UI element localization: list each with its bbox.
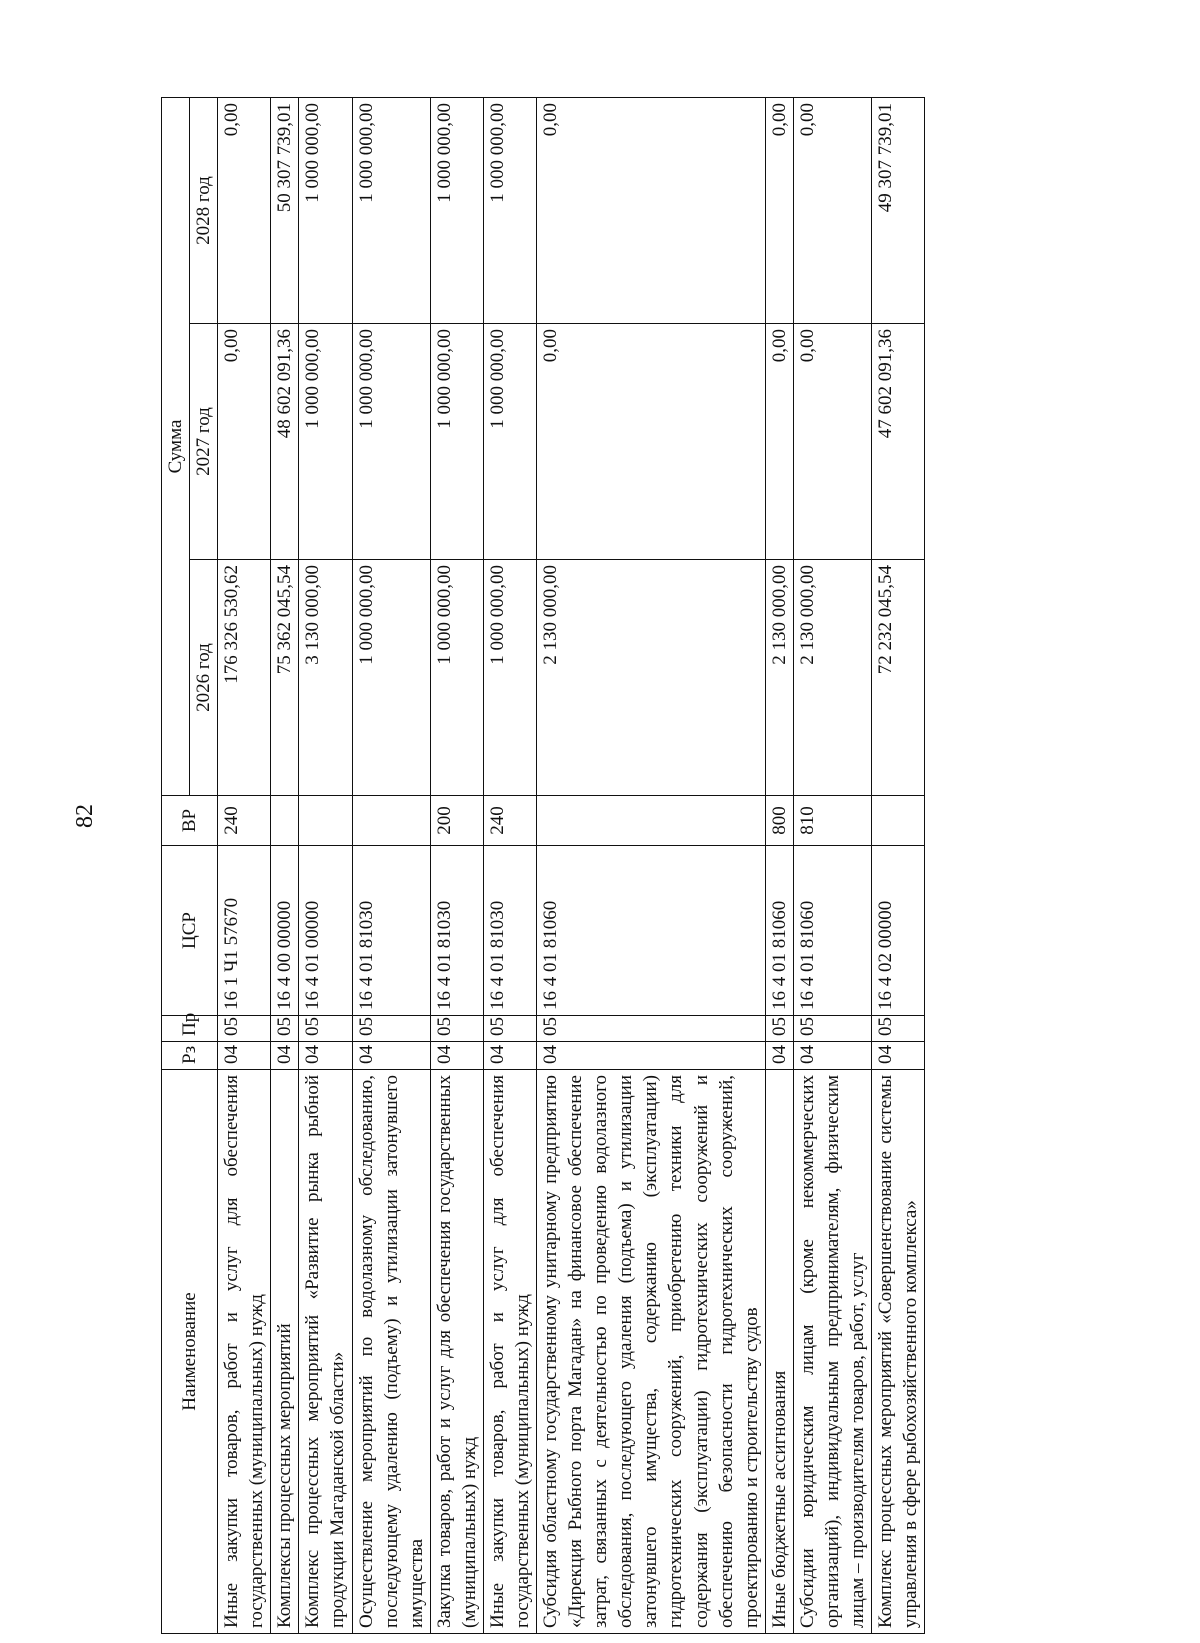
cell-vr: 200: [430, 796, 483, 846]
cell-2027: 1 000 000,00: [299, 324, 352, 560]
cell-2028: 49 307 739,01: [872, 97, 925, 323]
cell-pr: 05: [218, 1016, 271, 1042]
cell-vr: [271, 796, 299, 846]
cell-pr: 05: [430, 1016, 483, 1042]
cell-name: Субсидия областному государственному унитарному предприятию «Дирекция Рыбного порта Магадан» на финансовое обеспечение затрат, связанных с деятельностью по проведению водолазного обследования, последующего удаления (подъема) и утилизации затонувшего имущества, содержанию (эксплуатации) гидротехнических сооружений, приобретению техники для содержания (эксплуатации) гидротехнических сооружений и обеспечению безопасности гидротехнических сооружений, проектированию и строительству судов: [537, 1070, 766, 1634]
cell-rz: 04: [793, 1042, 871, 1070]
cell-vr: 800: [765, 796, 793, 846]
cell-2028: 1 000 000,00: [430, 97, 483, 323]
table-row: [352, 97, 430, 1633]
cell-name: Комплексы процессных мероприятий: [271, 1070, 299, 1634]
cell-2028: 1 000 000,00: [483, 97, 536, 323]
cell-2026: 176 326 530,62: [218, 560, 271, 796]
table-row: [271, 97, 299, 1633]
table-row: [218, 97, 271, 1633]
cell-csr: 16 4 01 81060: [537, 846, 766, 1016]
cell-2027: 0,00: [218, 324, 271, 560]
table-body: [218, 97, 925, 1633]
cell-rz: 04: [218, 1042, 271, 1070]
cell-2027: 0,00: [765, 324, 793, 560]
cell-2027: 1 000 000,00: [430, 324, 483, 560]
cell-2026: 1 000 000,00: [483, 560, 536, 796]
cell-vr: [299, 796, 352, 846]
cell-pr: 05: [299, 1016, 352, 1042]
cell-2027: 1 000 000,00: [352, 324, 430, 560]
cell-csr: 16 1 Ч1 57670: [218, 846, 271, 1016]
cell-csr: 16 4 01 00000: [299, 846, 352, 1016]
cell-name: Субсидии юридическим лицам (кроме некоммерческих организаций), индивидуальным предпринимателям, физическим лицам – производителям товаров, работ, услуг: [793, 1070, 871, 1634]
cell-pr: 05: [537, 1016, 766, 1042]
cell-pr: 05: [872, 1016, 925, 1042]
cell-rz: 04: [872, 1042, 925, 1070]
cell-2026: 75 362 045,54: [271, 560, 299, 796]
cell-name: Иные бюджетные ассигнования: [765, 1070, 793, 1634]
cell-2027: 0,00: [537, 324, 766, 560]
cell-2028: 1 000 000,00: [299, 97, 352, 323]
cell-name: Осуществление мероприятий по водолазному обследованию, последующему удалению (подъему) и утилизации затонувшего имущества: [352, 1070, 430, 1634]
col-header-name: Наименование: [162, 1070, 218, 1634]
cell-2027: 0,00: [793, 324, 871, 560]
col-header-vr: ВР: [162, 796, 218, 846]
cell-rz: 04: [430, 1042, 483, 1070]
cell-2028: 0,00: [218, 97, 271, 323]
cell-vr: 240: [483, 796, 536, 846]
table-header: [162, 97, 218, 1633]
cell-vr: [352, 796, 430, 846]
table-row: [793, 97, 871, 1633]
cell-rz: 04: [271, 1042, 299, 1070]
cell-vr: [537, 796, 766, 846]
cell-2028: 1 000 000,00: [352, 97, 430, 323]
cell-2028: 50 307 739,01: [271, 97, 299, 323]
cell-name: Иные закупки товаров, работ и услуг для обеспечения государственных (муниципальных) нужд: [483, 1070, 536, 1634]
cell-2026: 2 130 000,00: [537, 560, 766, 796]
cell-vr: 810: [793, 796, 871, 846]
budget-table: [161, 97, 925, 1634]
cell-name: Закупка товаров, работ и услуг для обеспечения государственных (муниципальных) нужд: [430, 1070, 483, 1634]
budget-table-rotated-container: [161, 98, 1101, 1634]
cell-name: Комплекс процессных мероприятий «Совершенствование системы управления в сфере рыбохозяйственного комплекса»: [872, 1070, 925, 1634]
cell-csr: 16 4 01 81060: [765, 846, 793, 1016]
cell-pr: 05: [765, 1016, 793, 1042]
col-header-rz: Рз: [162, 1042, 218, 1070]
cell-2026: 1 000 000,00: [352, 560, 430, 796]
table-row: [430, 97, 483, 1633]
cell-2026: 1 000 000,00: [430, 560, 483, 796]
table-row: [765, 97, 793, 1633]
cell-2028: 0,00: [537, 97, 766, 323]
cell-csr: 16 4 01 81060: [793, 846, 871, 1016]
cell-2028: 0,00: [793, 97, 871, 323]
table-row: [537, 97, 766, 1633]
cell-2027: 48 602 091,36: [271, 324, 299, 560]
cell-rz: 04: [537, 1042, 766, 1070]
table-row: [483, 97, 536, 1633]
cell-csr: 16 4 00 00000: [271, 846, 299, 1016]
cell-2028: 0,00: [765, 97, 793, 323]
header-row-1: [162, 97, 190, 1633]
cell-2026: 2 130 000,00: [793, 560, 871, 796]
table-row: [872, 97, 925, 1633]
cell-2026: 3 130 000,00: [299, 560, 352, 796]
cell-rz: 04: [299, 1042, 352, 1070]
col-header-2026: 2026 год: [190, 560, 218, 796]
cell-csr: 16 4 01 81030: [352, 846, 430, 1016]
cell-2027: 1 000 000,00: [483, 324, 536, 560]
cell-csr: 16 4 01 81030: [483, 846, 536, 1016]
cell-2026: 72 232 045,54: [872, 560, 925, 796]
cell-name: Комплекс процессных мероприятий «Развитие рынка рыбной продукции Магаданской области»: [299, 1070, 352, 1634]
col-header-csr: ЦСР: [162, 846, 218, 1016]
col-header-2027: 2027 год: [190, 324, 218, 560]
page-number: 82: [72, 804, 98, 828]
cell-pr: 05: [352, 1016, 430, 1042]
col-header-2028: 2028 год: [190, 97, 218, 323]
table-row: [299, 97, 352, 1633]
cell-csr: 16 4 01 81030: [430, 846, 483, 1016]
cell-pr: 05: [793, 1016, 871, 1042]
col-header-pr: Пр: [162, 1016, 218, 1042]
cell-rz: 04: [352, 1042, 430, 1070]
cell-csr: 16 4 02 00000: [872, 846, 925, 1016]
cell-rz: 04: [483, 1042, 536, 1070]
cell-name: Иные закупки товаров, работ и услуг для обеспечения государственных (муниципальных) нужд: [218, 1070, 271, 1634]
cell-rz: 04: [765, 1042, 793, 1070]
cell-2026: 2 130 000,00: [765, 560, 793, 796]
cell-2027: 47 602 091,36: [872, 324, 925, 560]
cell-vr: [872, 796, 925, 846]
cell-pr: 05: [483, 1016, 536, 1042]
budget-table-frame: [161, 98, 1101, 1634]
cell-vr: 240: [218, 796, 271, 846]
col-header-sum: Сумма: [162, 97, 190, 795]
cell-pr: 05: [271, 1016, 299, 1042]
